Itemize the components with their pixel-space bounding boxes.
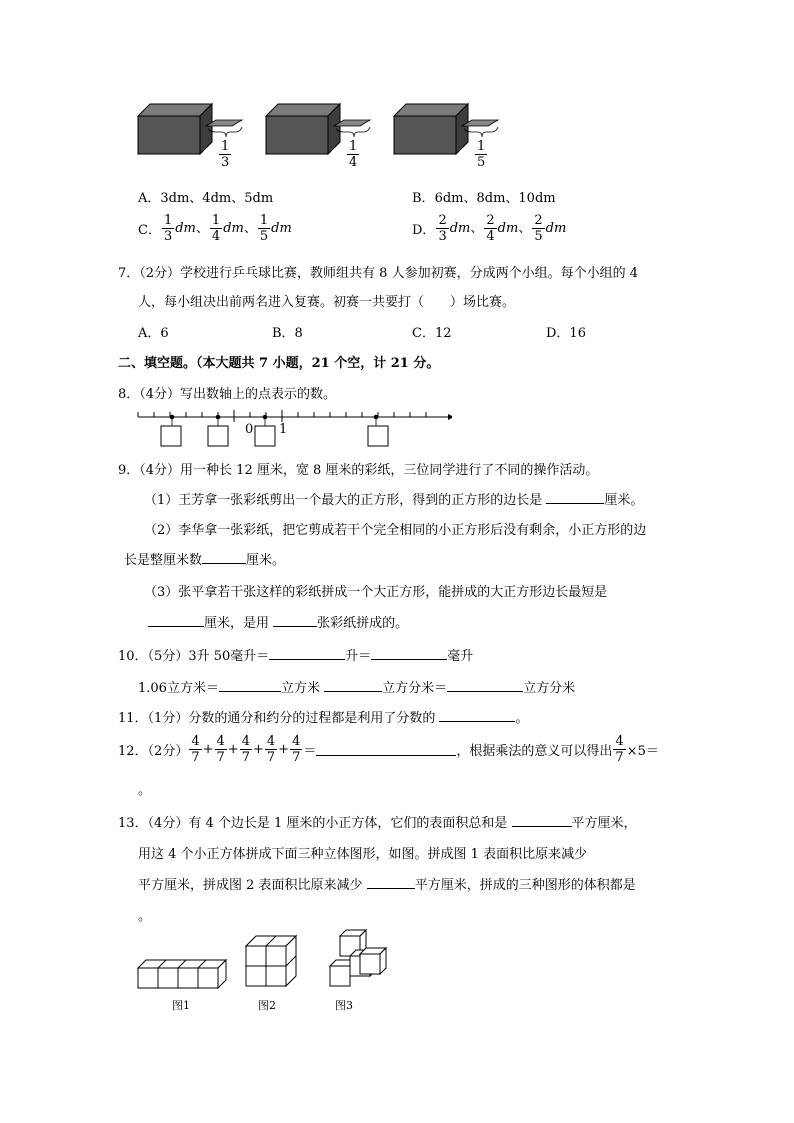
figure-3-label: 图3 [335, 999, 353, 1012]
fraction: $\frac{1}{5}$ [259, 213, 269, 244]
fraction: $\frac{2}{4}$ [486, 213, 495, 244]
answer-blank[interactable] [273, 614, 317, 627]
figure-2-label: 图2 [258, 999, 276, 1012]
q13-line-1: 13．（4分）有 4 个边长是 1 厘米的小正方体，它们的表面积总和是 平方厘米， [118, 816, 637, 831]
q7-option-d: D．16 [546, 326, 586, 341]
number-line-zero-label: 0 [245, 422, 254, 437]
q9-part-2-line-2: 长是整厘米数 厘米。 [124, 553, 286, 568]
box-1-fraction: $\frac{1}{3}$ [221, 139, 230, 170]
answer-box-4 [368, 426, 388, 446]
q6-option-d: D． $\frac{2}{3}$ dm、 $\frac{2}{4}$ dm、 $\frac{2}{5}$ dm [412, 213, 567, 244]
figure-1-cubes [138, 960, 226, 988]
answer-box-1 [161, 426, 181, 446]
q7-option-b: B．8 [272, 326, 303, 341]
q9-part-3-line-2: 厘米，是用 张彩纸拼成的。 [148, 612, 408, 631]
box-3-fraction: $\frac{1}{5}$ [477, 139, 486, 170]
q9-part-3-line-1: （3）张平拿若干张这样的彩纸拼成一个大正方形，能拼成的大正方形边长最短是 [144, 585, 608, 600]
answer-blank[interactable] [371, 647, 447, 660]
answer-blank[interactable] [202, 551, 246, 564]
q12-continuation: 。 [138, 783, 152, 798]
answer-blank[interactable] [316, 743, 456, 756]
number-line-one-label: 1 [279, 422, 288, 437]
section-2-heading: 二、填空题。（本大题共 7 小题，21 个空，计 21 分。 [118, 356, 440, 371]
q7-line-2: 人，每小组决出前两名进入复赛。初赛一共要打（ ）场比赛。 [138, 295, 516, 310]
fraction: $\frac{4}{7}$ [216, 734, 225, 765]
q7-option-c: C．12 [412, 326, 452, 341]
q6-option-a: A．3dm、4dm、5dm [138, 191, 274, 206]
fraction: $\frac{4}{7}$ [191, 734, 200, 765]
answer-blank[interactable] [439, 709, 515, 722]
q6-option-c: C． $\frac{1}{3}$ dm、 $\frac{1}{4}$ dm、 $\frac{1}{5}$ dm [138, 213, 292, 244]
answer-blank[interactable] [324, 679, 382, 692]
answer-blank[interactable] [447, 679, 523, 692]
answer-blank[interactable] [367, 876, 415, 889]
answer-blank[interactable] [546, 491, 604, 504]
q9-part-2-line-1: （2）李华拿一张彩纸，把它剪成若干个完全相同的小正方形后没有剩余，小正方形的边 [144, 523, 647, 538]
number-line [132, 406, 452, 450]
fraction: $\frac{2}{5}$ [534, 213, 543, 244]
figure-2-cubes [246, 936, 296, 986]
q8-text: 8．（4分）写出数轴上的点表示的数。 [118, 387, 337, 402]
answer-blank[interactable] [148, 614, 204, 627]
fraction: $\frac{4}{7}$ [241, 734, 250, 765]
q9-stem: 9．（4分）用一种长 12 厘米，宽 8 厘米的彩纸，三位同学进行了不同的操作活动。 [118, 463, 599, 478]
answer-box-3 [255, 426, 275, 446]
answer-blank[interactable] [512, 814, 572, 827]
q9-part-1: （1）王芳拿一张彩纸剪出一个最大的正方形，得到的正方形的边长是 厘米。 [144, 493, 644, 508]
q7-option-a: A．6 [138, 326, 169, 341]
figure-3-cubes [330, 930, 386, 986]
q12-line: 12．（2分） $\frac{4}{7}$ + $\frac{4}{7}$ + $\frac{4}{7}$ + $\frac{4}{7}$ + $\frac{4}{7}$ ＝ ，根据乘法的意义可以得出 $\frac{4}{7}$ ×5＝ [118, 734, 659, 765]
box-2-fraction: $\frac{1}{4}$ [349, 139, 358, 170]
q11-text: 11．（1分）分数的通分和约分的过程都是利用了分数的 。 [118, 711, 529, 726]
q10-line-1: 10．（5分）3升 50毫升＝ 升＝ 毫升 [118, 649, 474, 664]
q7-line-1: 7．（2分）学校进行乒乓球比赛，教师组共有 8 人参加初赛，分成两个小组。每个小组的 4 [118, 266, 638, 281]
q13-line-3: 平方厘米，拼成图 2 表面积比原来减少 平方厘米，拼成的三种图形的体积都是 [138, 878, 636, 893]
cube-figures [134, 928, 394, 990]
boxes-figure [132, 98, 522, 178]
q10-line-2: 1.06立方米＝ 立方米 立方分米＝ 立方分米 [138, 681, 576, 696]
answer-blank[interactable] [219, 679, 281, 692]
fraction: $\frac{4}{7}$ [266, 734, 276, 765]
fraction: $\frac{2}{3}$ [438, 213, 447, 244]
q13-line-2: 用这 4 个小正方体拼成下面三种立体图形，如图。拼成图 1 表面积比原来减少 [138, 847, 588, 862]
fraction: $\frac{4}{7}$ [292, 734, 301, 765]
figure-1-label: 图1 [172, 999, 190, 1012]
answer-blank[interactable] [269, 647, 345, 660]
answer-box-2 [208, 426, 228, 446]
q6-option-b: B．6dm、8dm、10dm [412, 191, 556, 206]
fraction: $\frac{1}{3}$ [163, 213, 173, 244]
fraction: $\frac{1}{4}$ [211, 213, 221, 244]
fraction: $\frac{4}{7}$ [615, 734, 624, 765]
q13-line-4: 。 [138, 909, 152, 924]
